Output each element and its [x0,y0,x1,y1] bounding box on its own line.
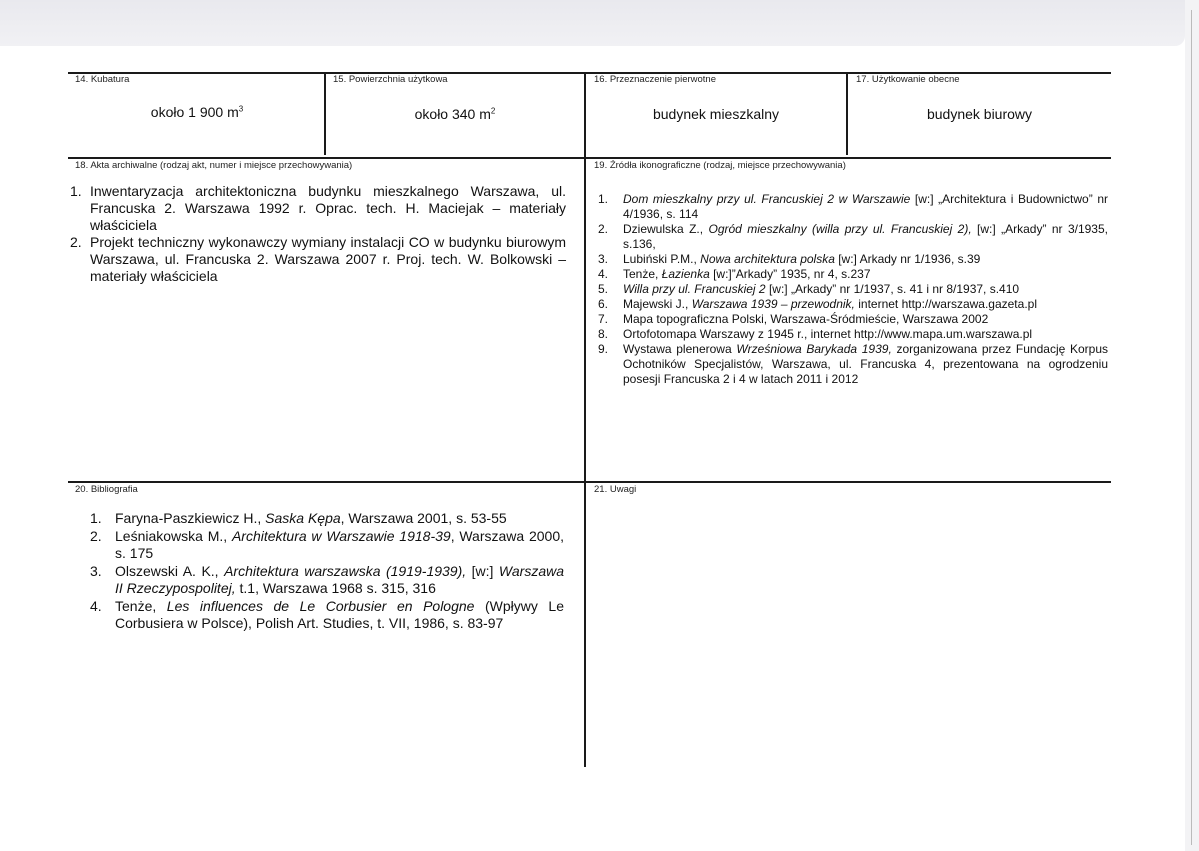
field-15-value: około 340 $m^2$ [414,106,496,122]
field-20-label: 20. Bibliografia [75,484,138,495]
list-item: 3. Olszewski A. K., Architektura warszawska (1919-1939), [w:] Warszawa II Rzeczypospolitej, t.1, Warszawa 1968 s. 315, 316 [90,562,565,596]
center-divider [584,73,586,767]
list-item: 4. Tenże, Les influences de Le Corbusier en Pologne (Wpływy Le Corbusiera w Polsce), Polish Art. Studies, t. VII, 1986, s. 83-97 [90,597,564,631]
field-17-value: budynek biurowy [926,106,1033,122]
iconographic-sources-list [598,192,1108,387]
list-item: 3. Lubiński P.M., Nowa architektura polska [w:] Arkady nr 1/1936, s.39 [598,252,981,266]
field-17-label: 17. Użytkowanie obecne [856,74,960,85]
scan-top-band [0,0,1185,46]
field-16-value: budynek mieszkalny [652,106,780,122]
field-21-label: 21. Uwagi [594,484,637,495]
field-19-label: 19. Źródła ikonograficzne (rodzaj, miejsce przechowywania) [594,160,846,171]
bibliography-list [90,510,564,633]
list-item: 1. Dom mieszkalny przy ul. Francuskiej 2 w Warszawie [w:] „Architektura i Budownictwo” nr 4/1936, s. 114 [598,192,1108,221]
archival-records-list [70,183,566,285]
list-item: 9. Wystawa plenerowa Wrześniowa Barykada 1939, zorganizowana przez Fundację Korpus Ochotników Specjalistów, Warszawa, ul. Francuska 4, prezentowana na ogrodzeniu posesji Francuska 2 i 4 w latach 2011 i 2012 [598,342,1108,386]
row2-top-rule [68,157,1111,159]
field-14-value: około 1 900 $m^3$ [150,104,244,120]
list-item: 2. Leśniakowska M., Architektura w Warszawie 1918-39, Warszawa 2000, s. 175 [90,527,564,561]
list-item: 4. Tenże, Łazienka [w:]”Arkady” 1935, nr 4, s.237 [598,267,871,281]
field-14-label: 14. Kubatura [75,74,130,85]
field-16-label: 16. Przeznaczenie pierwotne [594,74,716,85]
list-item: 1. Faryna-Paszkiewicz H., Saska Kępa, Warszawa 2001, s. 53-55 [90,510,507,526]
list-item: 1. Inwentaryzacja architektoniczna budynku mieszkalnego Warszawa, ul. Francuska 2. Warszawa 1992 r. Oprac. tech. H. Maciejak – materiały właściciela [70,183,566,233]
list-item: 5. Willa przy ul. Francuskiej 2 [w:] „Arkady” nr 1/1937, s. 41 i nr 8/1937, s.410 [598,282,1020,296]
scan-right-edge [1185,0,1199,851]
row3-top-rule [68,481,1111,483]
list-item: 2. Dziewulska Z., Ogród mieszkalny (willa przy ul. Francuskiej 2), [w:] „Arkady” nr 3/1935, s.136, [598,222,1108,251]
list-item: 2. Projekt techniczny wykonawczy wymiany instalacji CO w budynku biurowym Warszawa, ul. Francuska 2. Warszawa 2007 r. Proj. tech. W. Bolkowski – materiały właściciela [70,234,566,284]
list-item: 7. Mapa topograficzna Polski, Warszawa-Śródmieście, Warszawa 2002 [598,312,989,326]
list-item: 8. Ortofotomapa Warszawy z 1945 r., internet http://www.mapa.um.warszawa.pl [598,327,1033,341]
field-18-label: 18. Akta archiwalne (rodzaj akt, numer i miejsce przechowywania) [75,160,353,171]
list-item: 6. Majewski J., Warszawa 1939 – przewodnik, internet http://warszawa.gazeta.pl [598,297,1037,311]
field-15-label: 15. Powierzchnia użytkowa [333,74,448,85]
